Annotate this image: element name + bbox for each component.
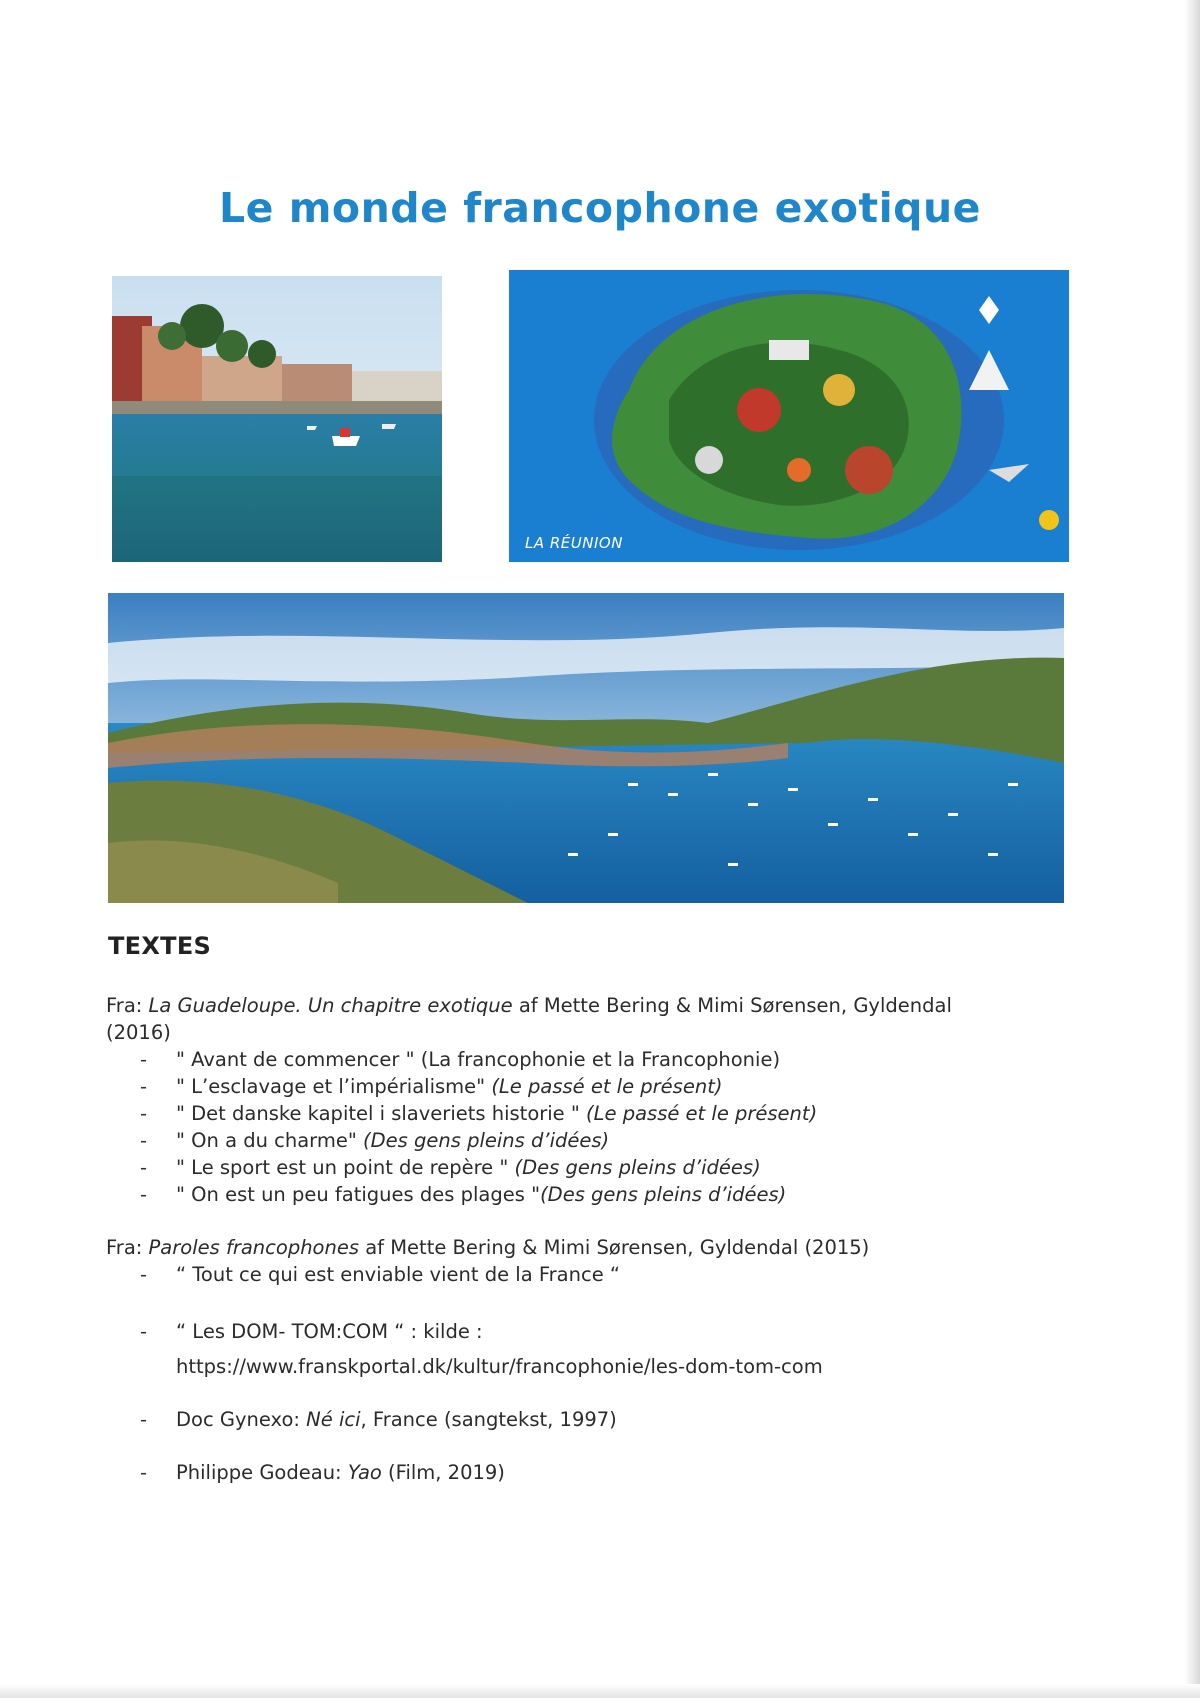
source-prefix: Fra: — [106, 994, 149, 1017]
source-block-guadeloupe — [106, 992, 1076, 1208]
page-shadow-right — [1184, 0, 1200, 1698]
item-text: “ Les DOM- TOM:COM “ : kilde : — [176, 1320, 483, 1343]
list-item — [106, 1154, 1076, 1181]
book-title: La Guadeloupe. Un chapitre exotique — [148, 994, 513, 1017]
bay-panorama-photo-icon — [108, 593, 1064, 903]
item-text: “ Tout ce qui est enviable vient de la France “ — [176, 1263, 620, 1286]
dash-bullet: - — [140, 1263, 148, 1286]
list-item — [106, 1127, 1076, 1154]
dash-bullet: - — [140, 1461, 148, 1484]
item-text: " Le sport est un point de repère " — [176, 1156, 515, 1179]
item-author: Philippe Godeau: — [176, 1461, 348, 1484]
item-chapter: (Des gens pleins d’idées) — [514, 1156, 761, 1179]
dash-bullet: - — [140, 1048, 148, 1071]
dash-bullet: - — [140, 1102, 148, 1125]
page-shadow-bottom — [0, 1684, 1200, 1698]
dash-bullet: - — [140, 1320, 148, 1343]
source-year: (2016) — [106, 1021, 171, 1044]
item-details: , France (sangtekst, 1997) — [360, 1408, 617, 1431]
source-line — [106, 1234, 1076, 1261]
item-chapter: (Des gens pleins d’idées) — [363, 1129, 610, 1152]
list-item — [106, 1181, 1076, 1208]
harbour-photo-icon — [112, 276, 442, 562]
item-text: " L’esclavage et l’impérialisme" — [176, 1075, 492, 1098]
item-chapter: (Le passé et le présent) — [586, 1102, 818, 1125]
item-chapter: (Le passé et le présent) — [491, 1075, 723, 1098]
text-list — [106, 1261, 1076, 1486]
source-url-link[interactable]: https://www.franskportal.dk/kultur/francophonie/les-dom-tom-com — [176, 1355, 823, 1378]
texts-heading: TEXTES — [108, 932, 212, 960]
source-block-paroles — [106, 1234, 1076, 1486]
source-prefix: Fra: — [106, 1236, 149, 1259]
text-list — [106, 1046, 1076, 1208]
item-text: " Det danske kapitel i slaveriets historie " — [176, 1102, 587, 1125]
item-work-title: Yao — [347, 1461, 382, 1484]
list-item — [106, 1459, 1076, 1486]
map-illustration-icon — [509, 270, 1069, 562]
list-item — [106, 1046, 1076, 1073]
source-authors: af Mette Bering & Mimi Sørensen, Gyldendal (2015) — [359, 1236, 870, 1259]
dash-bullet: - — [140, 1156, 148, 1179]
source-line — [106, 992, 1076, 1019]
reunion-map — [509, 270, 1069, 562]
harbour-photo — [112, 276, 442, 562]
list-item — [106, 1100, 1076, 1127]
item-chapter: (Des gens pleins d’idées) — [540, 1183, 787, 1206]
map-caption: LA RÉUNION — [525, 534, 623, 552]
item-details: (Film, 2019) — [381, 1461, 505, 1484]
page-title: Le monde francophone exotique — [219, 184, 981, 232]
dash-bullet: - — [140, 1075, 148, 1098]
book-title: Paroles francophones — [148, 1236, 360, 1259]
list-item — [106, 1073, 1076, 1100]
item-text: " On a du charme" — [176, 1129, 364, 1152]
dash-bullet: - — [140, 1183, 148, 1206]
item-text: " On est un peu fatigues des plages " — [176, 1183, 541, 1206]
item-work-title: Né ici — [306, 1408, 361, 1431]
item-author: Doc Gynexo: — [176, 1408, 307, 1431]
dash-bullet: - — [140, 1408, 148, 1431]
list-item — [106, 1318, 1076, 1380]
list-item — [106, 1261, 1076, 1288]
item-text: " Avant de commencer " (La francophonie et la Francophonie) — [176, 1048, 781, 1071]
dash-bullet: - — [140, 1129, 148, 1152]
bay-panorama-photo — [108, 593, 1064, 903]
list-item — [106, 1406, 1076, 1433]
source-authors: af Mette Bering & Mimi Sørensen, Gyldendal — [512, 994, 952, 1017]
